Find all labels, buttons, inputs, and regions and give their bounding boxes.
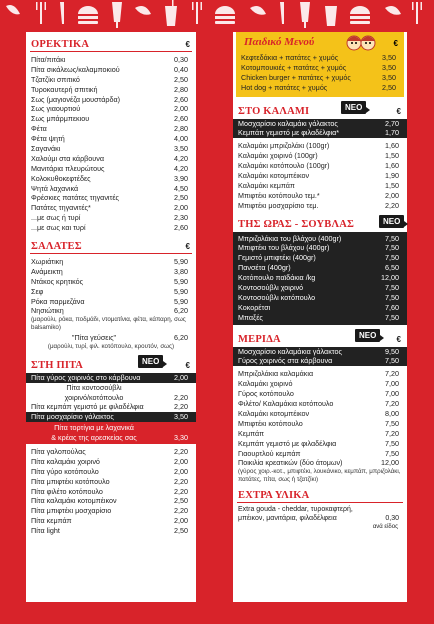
item-price: 2,60	[174, 223, 188, 233]
item-price: 2,00	[174, 456, 188, 466]
menu-item	[233, 171, 407, 181]
price-unit: ανά είδος	[372, 524, 398, 531]
item-name: Μπριζολάκια καλαμάκια	[238, 369, 314, 379]
item-name: Κοτόπουλο παϊδάκια /kg	[238, 273, 316, 283]
section-kalami	[233, 102, 407, 119]
item-name: Μπιφτέκι κοτόπουλο	[238, 418, 303, 428]
item-name: Κοτομπουκιές + πατάτες + χυμός	[241, 62, 347, 72]
item-price: 1,50	[385, 151, 399, 161]
item-price: 6,20	[174, 306, 188, 316]
section-title: ΣΤΟ ΚΑΛΑΜΙ	[238, 105, 310, 117]
salates-list	[26, 257, 196, 316]
menu-item	[26, 75, 196, 85]
menu-item	[26, 174, 196, 184]
section-extra	[233, 489, 407, 503]
euro-symbol: €	[396, 106, 401, 116]
menu-item	[233, 151, 407, 161]
item-name: Φρέσκιες πατάτες τηγανιτές	[31, 193, 120, 203]
item-name: Φέτα ψητή	[31, 134, 65, 144]
item-price: 2,80	[174, 124, 188, 134]
menu-item	[26, 154, 196, 164]
item-name: Πίτα καλαμάκι κοτομπέικον	[31, 496, 117, 506]
item-price: 12,00	[381, 273, 399, 283]
menu-item	[26, 267, 196, 277]
section-title: Παιδικό Μενού	[244, 36, 315, 48]
menu-item	[233, 399, 407, 409]
menu-item	[26, 277, 196, 287]
item-price: 4,20	[174, 153, 188, 163]
item-name: Μοσχαρίσιο καλαμάκια γάλακτος	[238, 346, 342, 356]
menu-item	[26, 223, 196, 233]
item-price: 2,30	[174, 213, 188, 223]
menu-item	[233, 439, 407, 449]
item-name: Τζατζίκι σπιτικό	[31, 74, 80, 84]
item-price: 0,40	[174, 64, 188, 74]
section-title: ΣΤΗ ΠΙΤΑ	[31, 359, 84, 371]
header-decoration	[0, 0, 434, 30]
item-price: 7,50	[385, 448, 399, 458]
euro-symbol: €	[185, 242, 190, 252]
orektika-list	[26, 55, 196, 233]
euro-symbol: €	[185, 360, 190, 370]
item-price: 7,50	[385, 418, 399, 428]
item-price: 2,20	[174, 447, 188, 456]
section-salates	[26, 240, 196, 254]
item-price: 7,50	[385, 312, 399, 322]
item-name: Πίτα μπιφτέκι κοτόπουλο	[31, 476, 110, 486]
item-name: Σαγανάκι	[31, 144, 61, 154]
chili-icon	[135, 6, 151, 15]
item-price: 6,50	[385, 263, 399, 273]
item-price: 2,50	[174, 74, 188, 84]
item-price: 2,20	[174, 486, 188, 496]
menu-item	[233, 283, 407, 293]
item-price: 2,50	[174, 496, 188, 506]
new-badge: ΝΕΟ	[341, 101, 366, 114]
item-name: Κεφτεδάκια + πατάτες + χυμός	[241, 53, 339, 62]
item-price: 7,20	[385, 369, 399, 379]
menu-item	[233, 389, 407, 399]
item-name: Καλαμάκι χοιρινό	[238, 379, 293, 389]
menu-item: Πίτα μοσχαρίσιο γάλακτος 3,50	[31, 412, 188, 422]
item-name: Νησιώτικη	[31, 306, 64, 316]
item-price: 2,60	[174, 94, 188, 104]
menu-item	[233, 273, 407, 283]
menu-item	[233, 369, 407, 379]
menu-item	[26, 184, 196, 194]
section-title: ΟΡΕΚΤΙΚΑ	[31, 39, 90, 50]
item-price: 3,50	[382, 53, 396, 62]
menu-item	[26, 467, 196, 477]
item-price: 7,00	[385, 379, 399, 389]
item-price: 2,00	[174, 516, 188, 526]
item-price: 4,50	[174, 183, 188, 193]
item-name: Μπαξές	[238, 312, 263, 322]
menu-item	[26, 55, 196, 65]
menu-item	[26, 516, 196, 526]
item-name: Μανιτάρια πλευρώτους	[31, 163, 105, 173]
menu-item	[233, 234, 407, 244]
highlight-row	[26, 373, 196, 383]
item-note: (μαρούλι, ρόκα, ποδμάδι, ντοματίνια, φέτα, κάπαρη, σως balsamiko)	[31, 316, 186, 331]
item-name: Κεμπάπ	[238, 428, 265, 438]
chili-icon	[250, 6, 266, 15]
item-price: 1,50	[385, 180, 399, 190]
item-name: Πίτα γύρο κοτόπουλο	[31, 466, 99, 476]
menu-item	[233, 458, 407, 468]
menu-item	[233, 119, 407, 129]
highlight-rows	[233, 347, 407, 367]
menu-item	[233, 293, 407, 303]
item-price: 7,50	[385, 292, 399, 302]
menu-item	[233, 263, 407, 273]
item-price: 1,90	[385, 171, 399, 181]
extra-item: Extra gouda - cheddar, τυροκαφτερή, μπέικον, μανιτάρια, φιλαδέλφεια 0,30 ανά είδος	[233, 503, 407, 532]
item-price: 0,30	[174, 55, 188, 64]
item-name: Κοντοσούβλι κοτόπουλο	[238, 292, 316, 302]
menu-item	[233, 161, 407, 171]
menu-item	[26, 134, 196, 144]
menu-item	[26, 297, 196, 307]
menu-item: "Πίτα γεύσεις" 6,20	[71, 333, 188, 343]
item-price: 3,90	[174, 173, 188, 183]
menu-item	[26, 526, 196, 536]
kids-faces-icon	[344, 33, 378, 51]
item-price: 2,50	[382, 82, 396, 92]
menu-item	[26, 203, 196, 213]
item-price: 1,70	[385, 128, 399, 138]
item-name: Φιλέτο/ Καλαμάκια κοτόπουλο	[238, 399, 334, 409]
item-price: 4,00	[174, 134, 188, 144]
item-name: Ανάμεικτη	[31, 266, 63, 276]
item-price: 2,00	[174, 104, 188, 114]
menu-item	[26, 144, 196, 154]
item-name: Chicken burger + πατάτες + χυμός	[241, 72, 351, 82]
menu-item	[26, 124, 196, 134]
item-name: Γύρος χοιρινός στα κάρβουνα	[238, 356, 333, 366]
menu-item	[26, 496, 196, 506]
menu-item	[26, 114, 196, 124]
item-price: 7,50	[385, 283, 399, 293]
menu-item	[233, 141, 407, 151]
item-name: Σως μπάρμπεκιου	[31, 114, 90, 124]
item-price: 0,30	[385, 515, 399, 523]
menu-item	[233, 191, 407, 201]
section-title: ΣΑΛΑΤΕΣ	[31, 241, 82, 253]
menu-item	[26, 506, 196, 516]
menu-item	[233, 253, 407, 263]
chili-icon	[385, 6, 401, 15]
item-price: 5,90	[174, 296, 188, 306]
menu-item: Πίτα κοντοσούβλι	[66, 382, 122, 392]
menu-item	[233, 347, 407, 357]
item-price: 2,50	[174, 526, 188, 536]
kids-menu-box	[236, 32, 404, 97]
section-title: ΕΧΤΡΑ ΥΛΙΚΑ	[238, 490, 310, 502]
section-title: ΤΗΣ ΩΡΑΣ - ΣΟΥΒΛΑΣ	[238, 218, 355, 230]
menu-item	[26, 477, 196, 487]
menu-item	[236, 83, 404, 93]
item-name: ...με σως και τυρί	[31, 223, 86, 233]
item-name: Ποικιλία κρεατικών (δύο άτομων)	[238, 458, 343, 468]
item-name: Γύρος κοτόπουλο	[238, 389, 294, 399]
menu-item	[233, 356, 407, 366]
euro-symbol: €	[393, 39, 398, 48]
section-pita	[26, 356, 196, 373]
menu-item	[233, 243, 407, 253]
item-price: 7,00	[385, 389, 399, 399]
item-price: 7,50	[385, 356, 399, 366]
menu-item	[233, 181, 407, 191]
item-price: 3,50	[382, 72, 396, 82]
menu-item	[236, 63, 404, 73]
item-name: Γιαουρτλού κεμπάπ	[238, 448, 301, 458]
menu-item	[26, 306, 196, 316]
menu-item	[26, 164, 196, 174]
item-price: 7,60	[385, 302, 399, 312]
menu-item: Πίτα κεμπάπ γεμιστό με φιλαδέλφια 2,20	[31, 402, 188, 412]
euro-symbol: €	[185, 40, 190, 49]
burger-icon	[350, 6, 370, 24]
item-price: 8,00	[385, 408, 399, 418]
item-name: Καλαμάκι κοτομπέικον	[238, 408, 310, 418]
item-name: Κεμπάπ γεμιστό με φιλαδέλφια	[238, 438, 337, 448]
item-name: Σεφ	[31, 286, 44, 296]
item-name: Πίτα γαλοπούλας	[31, 447, 86, 456]
menu-item	[26, 104, 196, 114]
menu-item: Πίτα γύρος χοιρινός στο κάρβουνα 2,00	[31, 372, 188, 382]
item-name: Ρόκα παρμεζάνα	[31, 296, 85, 306]
item-price: 7,50	[385, 438, 399, 448]
item-name: Πανσέτα (400gr)	[238, 263, 291, 273]
new-badge: ΝΕΟ	[355, 329, 380, 342]
item-price: 2,00	[385, 190, 399, 200]
item-name: Κοκορέτσι	[238, 302, 271, 312]
menu-item	[233, 379, 407, 389]
item-price: 1,60	[385, 141, 399, 151]
menu-item	[26, 447, 196, 457]
item-price: 9,50	[385, 346, 399, 356]
merida-list	[233, 369, 407, 468]
menu-item	[233, 201, 407, 211]
burger-icon	[215, 6, 235, 24]
item-name: Χαλούμι στα κάρβουνα	[31, 153, 104, 163]
item-name: Πίτα σικάλεως/καλαμποκιού	[31, 64, 120, 74]
pita-list	[26, 447, 196, 536]
menu-item	[233, 409, 407, 419]
burger-icon	[78, 6, 98, 24]
item-name: Μπριζολάκια του βλάχου (400gr)	[238, 233, 342, 243]
right-column	[233, 32, 407, 602]
item-name: Γεμιστό μπιφτέκι (400gr)	[238, 253, 316, 263]
section-title: ΜΕΡΙΔΑ	[238, 333, 281, 345]
item-price: 7,20	[385, 428, 399, 438]
item-name: Καλαμάκι κοτόπουλο (100gr)	[238, 161, 330, 171]
item-price: 5,90	[174, 276, 188, 286]
item-name: Καλαμάκι κεμπάπ	[238, 180, 295, 190]
euro-symbol: €	[396, 334, 401, 344]
item-price: 3,80	[174, 266, 188, 276]
kalami-list	[233, 141, 407, 210]
item-price: 5,90	[174, 286, 188, 296]
item-name: Φέτα	[31, 124, 47, 134]
highlight-rows	[233, 119, 407, 139]
fork-icon	[192, 2, 202, 24]
item-name: Πίτα μπιφτέκι μοσχαρίσιο	[31, 506, 112, 516]
item-price: 2,00	[174, 203, 188, 213]
menu-item	[26, 287, 196, 297]
item-price: 4,20	[174, 163, 188, 173]
menu-item	[233, 449, 407, 459]
menu-item	[233, 128, 407, 138]
chili-icon	[6, 5, 20, 14]
new-badge: ΝΕΟ	[138, 355, 163, 368]
knife-icon	[280, 2, 284, 24]
menu-item	[26, 457, 196, 467]
item-price: 7,50	[385, 233, 399, 243]
item-name: ...με σως ή τυρί	[31, 213, 81, 223]
promo-row: Πίτα τορτίγια με λαχανικά & κρέας της αρεσκείας σας 3,30	[26, 422, 196, 444]
new-badge: ΝΕΟ	[379, 215, 404, 228]
menu-item	[236, 73, 404, 83]
item-price: 7,50	[385, 243, 399, 253]
item-price: 12,00	[381, 458, 399, 468]
item-name: Πατάτες τηγανιτές*	[31, 203, 91, 213]
menu-item	[233, 419, 407, 429]
item-name: Πίτα κεμπάπ	[31, 516, 72, 526]
menu-item	[26, 213, 196, 223]
item-name: Σως γιαουρτιού	[31, 104, 81, 114]
left-column	[26, 32, 196, 602]
item-price: 2,00	[174, 466, 188, 476]
item-name: Κεμπάπ γεμιστό με φιλαδέλφια*	[238, 128, 340, 138]
item-price: 2,20	[174, 476, 188, 486]
item-name: Μπιφτέκι κοτόπουλο τεμ.*	[238, 190, 320, 200]
item-name: Τυροκαυτερή σπιτική	[31, 84, 98, 94]
item-note: (γύρος χοιρ.-κοτ., μπιφτέκι, λουκάνικο, κεμπάπ, μπριζολάκι, πατάτες, πίτα, σως ή τζατζίκι)	[238, 468, 401, 483]
fork-icon	[36, 2, 46, 24]
gyro-icon	[300, 2, 310, 28]
section-orektika	[26, 38, 196, 52]
item-price: 2,20	[174, 506, 188, 516]
menu-item	[236, 53, 404, 63]
item-name: Hot dog + πατάτες + χυμός	[241, 82, 328, 92]
section-souvlas	[233, 218, 407, 232]
item-name: Πίτα/πιτάκι	[31, 55, 66, 64]
highlight-rows	[233, 232, 407, 325]
item-name: Μπιφτέκι μοσχαρίσιο τεμ.	[238, 200, 319, 210]
item-price: 1,60	[385, 161, 399, 171]
menu-item	[26, 193, 196, 203]
menu-item	[26, 65, 196, 75]
item-price: 7,20	[385, 399, 399, 409]
menu-item	[233, 429, 407, 439]
knife-icon	[60, 2, 64, 24]
item-price: 2,60	[174, 114, 188, 124]
item-name: Κοντοσούβλι χοιρινό	[238, 283, 304, 293]
menu-item: χοιρινό/κοτόπουλο 2,20	[64, 392, 188, 402]
item-name: Μοσχαρίσιο καλαμάκι γάλακτος	[238, 118, 338, 128]
item-price: 5,90	[174, 257, 188, 267]
item-name: Κολοκυθοκεφτέδες	[31, 173, 91, 183]
highlight-row	[26, 412, 196, 422]
kids-list	[236, 53, 404, 93]
item-price: 2,20	[385, 200, 399, 210]
fork-icon	[412, 2, 422, 24]
item-name: Καλαμάκι μπριζολάκι (100gr)	[238, 141, 330, 151]
item-name: Ντάκος κρητικός	[31, 276, 84, 286]
menu-item	[26, 487, 196, 497]
item-name: Χωριάτικη	[31, 257, 64, 267]
item-price: 2,50	[174, 193, 188, 203]
item-price: 7,50	[385, 253, 399, 263]
item-note: (μαρούλι, τυρί, φιλ. κοτόπουλο, κρουτόν, σως)	[47, 343, 175, 351]
item-name: Μπιφτέκι του βλάχου (400gr)	[238, 243, 330, 253]
menu-item	[233, 313, 407, 323]
item-name: Καλαμάκι κοτομπέικον	[238, 171, 310, 181]
drink-icon	[325, 6, 337, 26]
item-name: Καλαμάκι χοιρινό (100gr)	[238, 151, 318, 161]
section-merida	[233, 330, 407, 347]
gyro-icon	[112, 2, 122, 28]
item-name: Πίτα φιλέτο κοτόπουλο	[31, 486, 103, 496]
item-price: 3,50	[174, 144, 188, 154]
menu-item	[233, 303, 407, 313]
menu-item	[26, 95, 196, 105]
item-name: Σως (μαγιονέζα μουστάρδα)	[31, 94, 121, 104]
item-price: 2,70	[385, 118, 399, 128]
item-name: Ψητά λαχανικά	[31, 183, 79, 193]
drink-icon	[165, 0, 177, 26]
menu-item	[26, 257, 196, 267]
menu-item	[26, 85, 196, 95]
item-name: Πίτα καλαμάκι χοιρινό	[31, 456, 100, 466]
item-price: 3,50	[382, 62, 396, 72]
item-name: Πίτα light	[31, 526, 60, 536]
item-price: 2,80	[174, 84, 188, 94]
